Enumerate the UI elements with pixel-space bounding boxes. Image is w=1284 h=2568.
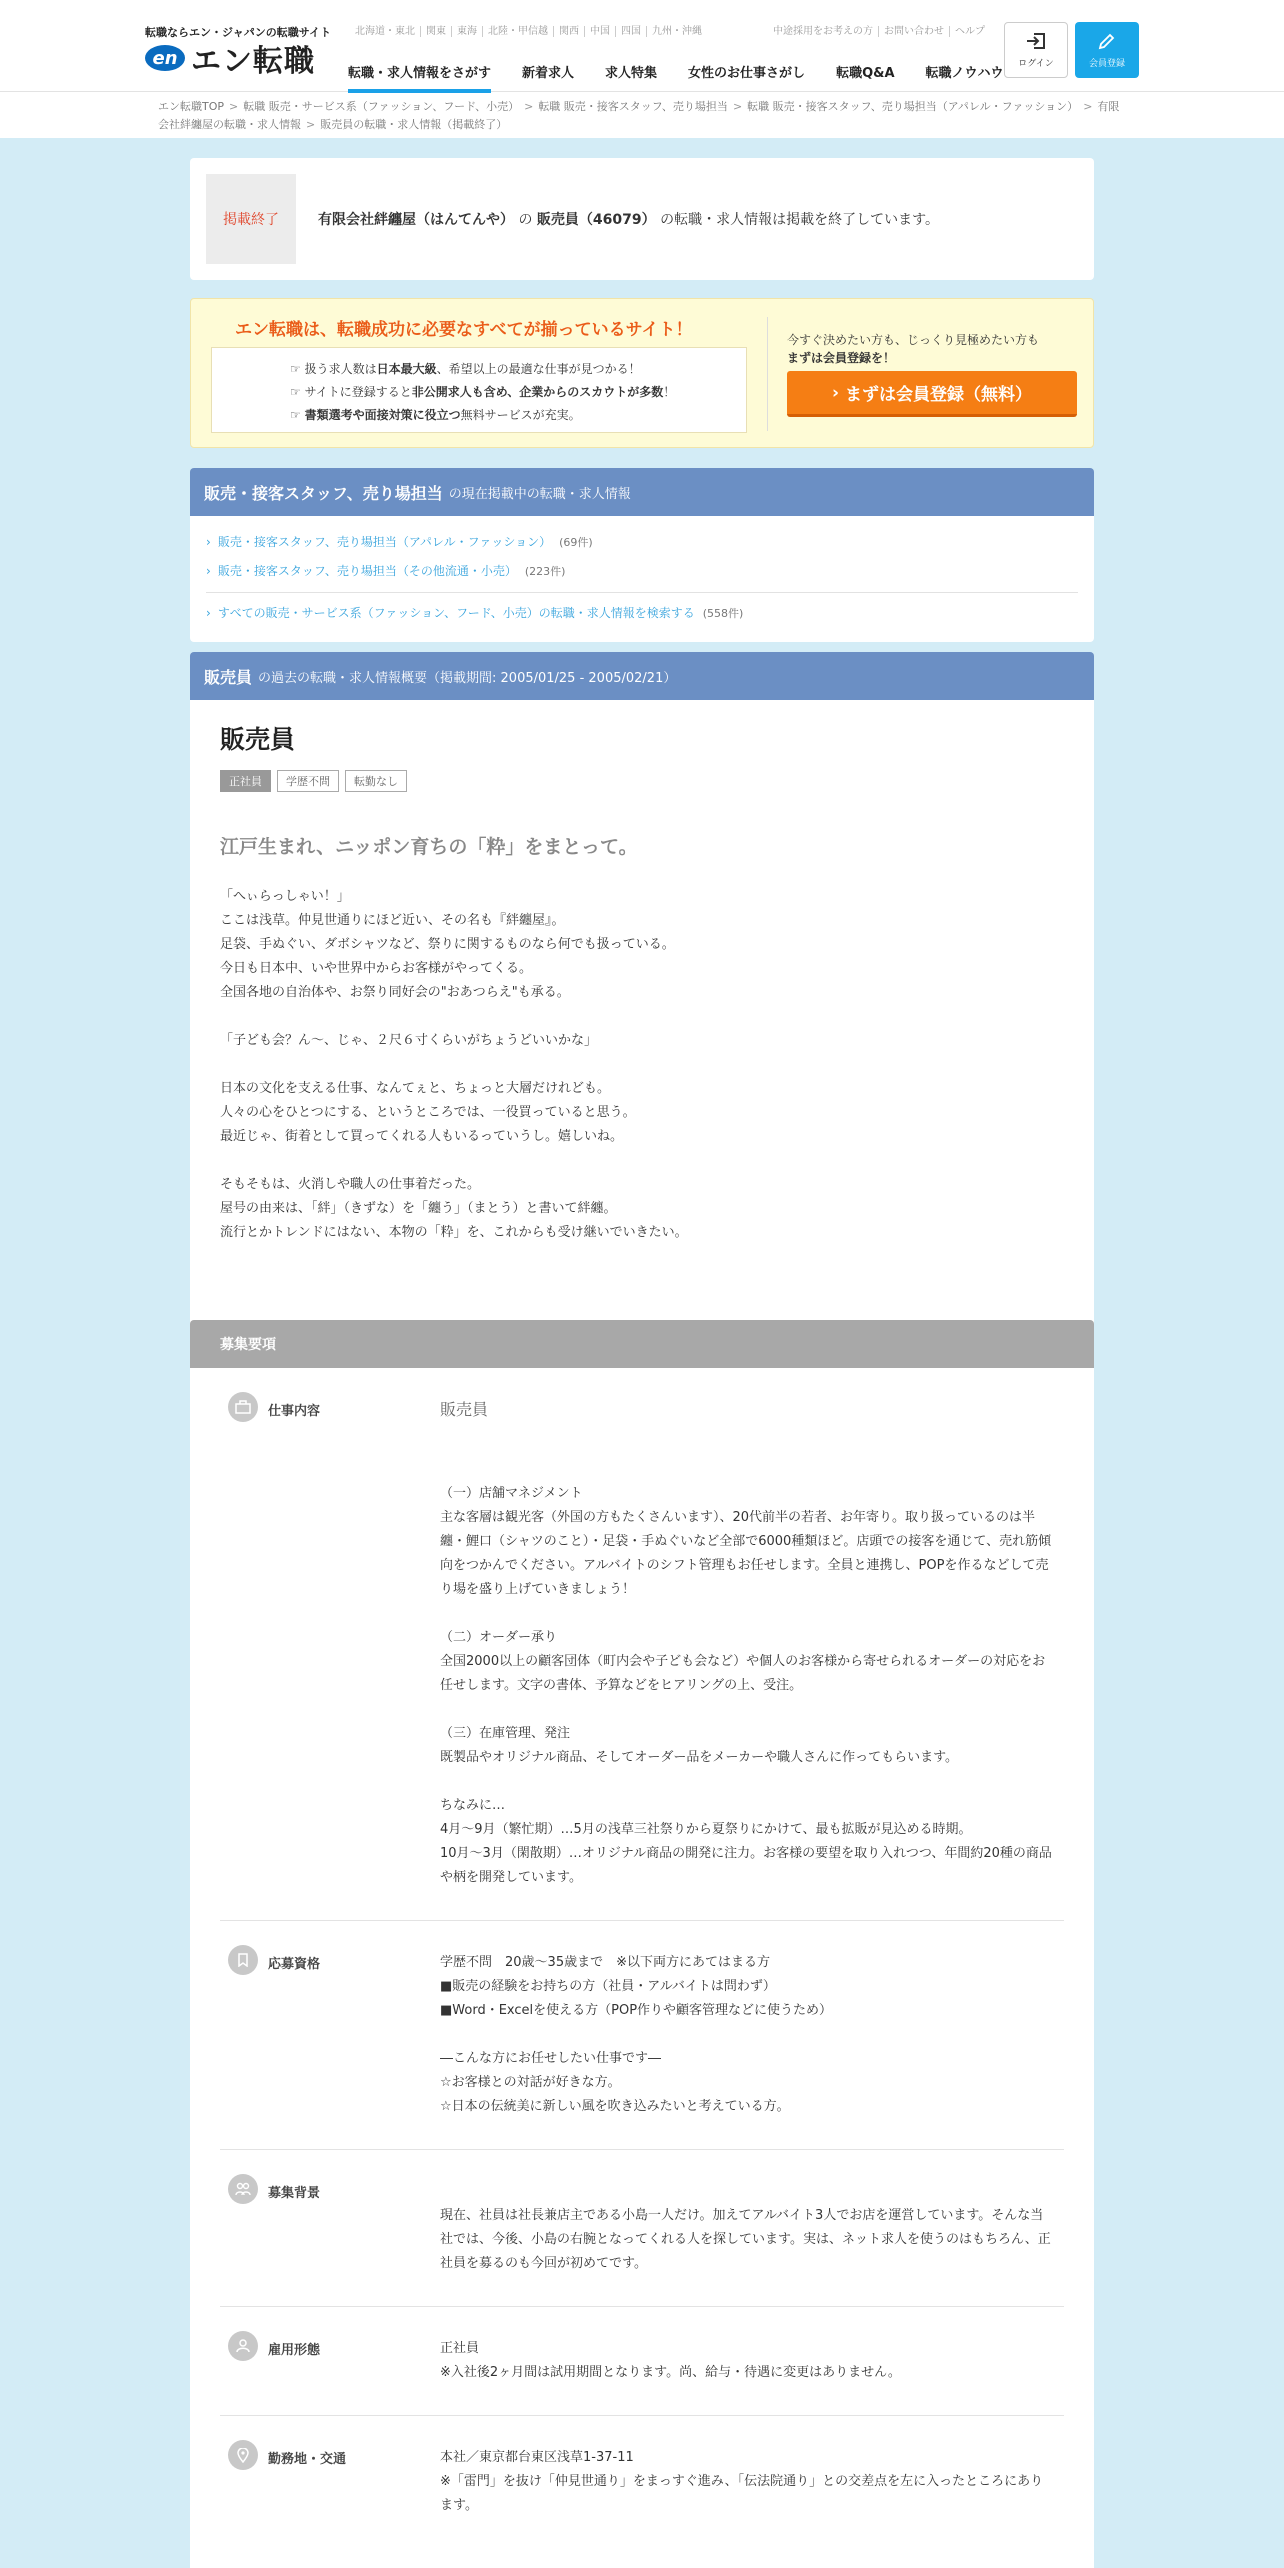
listing-link[interactable]: › 販売・接客スタッフ、売り場担当（アパレル・ファッション） (69件) [206,528,1078,557]
requirements-title: 募集要項 [190,1320,1094,1368]
site-header [0,0,1284,92]
closed-badge: 掲載終了 [206,174,296,264]
listing-subtitle: の現在掲載中の転職・求人情報 [448,486,631,502]
catch-copy: 江戸生まれ、ニッポン育ちの「粋」をまとって。 [220,836,638,858]
req-lead: 販売員 [440,1400,489,1419]
job-tags [220,770,1064,792]
nav-new-jobs[interactable]: 新着求人 [522,66,575,81]
listing-header [190,468,1094,516]
region-link[interactable]: 北陸・甲信越 [483,26,554,37]
tag-education: 学歴不問 [277,770,339,792]
req-text: 現在、社員は社長兼店主である小島一人だけ。加えてアルバイト3人でお店を運営しています。そんな当社では、今後、小島の右腕となってくれる人を探しています。実は、ネット求人を使うのはもちろん、正社員を募るのも今回が初めてです。 [440,2208,1051,2271]
promo-right-text: 今すぐ決めたい方も、じっくり見極めたい方も まずは会員登録を！ [787,333,1040,365]
closed-mid: の [518,212,533,228]
bookmark-icon [228,1945,258,1975]
promo-list [211,347,747,433]
promo-item: ☞ 書類選考や面接対策に役立つ無料サービスが充実。 [290,408,581,422]
region-link[interactable]: 東海 [452,26,483,37]
past-title: 販売員 [204,667,253,687]
description-paragraph: 「へぃらっしゃい！」 ここは浅草。仲見世通りにほど近い、その名も『絆纏屋』。 足袋、手ぬぐい、ダボシャツなど、祭りに関するものなら何でも扱っている。 今日も日本中、いや世界中からお客様がやってくる。 全国各地の自治体や、お祭り同好会の"おあつらえ"も承る。 [220,889,675,1000]
listing-all-link[interactable]: › すべての販売・サービス系（ファッション、フード、小売）の転職・求人情報を検索する (558件) [206,599,1078,628]
promo-register-button[interactable]: › まずは会員登録（無料） [787,371,1077,417]
pencil-icon [1097,31,1117,51]
req-label: 雇用形態 [268,2343,321,2358]
promo-divider [767,317,768,431]
global-nav [348,58,1035,93]
requirements-section [190,1320,1094,2568]
promo-item: ☞ サイトに登録すると非公開求人も含め、企業からのスカウトが多数！ [290,385,676,399]
login-label: ログイン [1018,59,1054,69]
header-tagline: 転職ならエン・ジャパンの転職サイト [145,26,332,39]
site-logo[interactable] [145,40,315,79]
nav-qa[interactable]: 転職Q&A [836,66,895,81]
breadcrumb-item[interactable]: 転職 販売・接客スタッフ、売り場担当（アパレル・ファッション） [747,100,1079,113]
util-link-help[interactable]: ヘルプ [955,26,985,37]
briefcase-icon [228,1392,258,1422]
utility-links [768,26,990,37]
pin-icon [228,2440,258,2470]
listing-title: 販売・接客スタッフ、売り場担当 [204,483,443,503]
past-subtitle: の過去の転職・求人情報概要（掲載期間: 2005/01/25 - 2005/02/21） [258,670,677,686]
person-icon [228,2331,258,2361]
job-description [220,885,1064,1245]
description-paragraph: 日本の文化を支える仕事、なんてぇと、ちょっと大層だけれども。 人々の心をひとつにする、というところでは、一役買っていると思う。 最近じゃ、街着として買ってくれる人もいるっていうし。嬉しいね。 [220,1081,636,1144]
breadcrumb-item[interactable]: エン転職TOP [158,100,225,113]
job-title: 販売員 [220,725,296,754]
region-links [350,26,707,37]
promo-box [190,298,1094,448]
nav-women[interactable]: 女性のお仕事さがし [688,66,806,81]
region-link[interactable]: 北海道・東北 [350,26,421,37]
nav-knowhow[interactable]: 転職ノウハウ [925,66,1004,81]
closed-tail: の転職・求人情報は掲載を終了しています。 [660,212,939,228]
region-link[interactable]: 関東 [421,26,452,37]
req-row-location [220,2416,1064,2548]
req-text: （一）店舗マネジメント 主な客層は観光客（外国の方もたくさんいます）、20代前半の若者、お年寄り。取り扱っているのは半纏・鯉口（シャツのこと）・足袋・手ぬぐいなど全部で6000種類ほど。店頭での接客を通じて、売れ筋傾向をつかんでください。アルバイトのシフト管理もお任せします。全員と連携し、POPを作るなどして売り場を盛り上げていきましょう！ （二）オーダー承り 全国2000以上の顧客団体（町内会や子ども会など）や個人のお客様から寄せられるオーダーの対応をお任せします。文字の書体、予算などをヒアリングの上、受注。 （三）在庫管理、発注 既製品やオリジナル商品、そしてオーダー品をメーカーや職人さんに作ってもらいます。 ちなみに… 4月～9月（繁忙期）…5月の浅草三社祭りから夏祭りにかけて、最も拡販が見込める時期。 10月～3月（閑散期）…オリジナル商品の開発に注力。お客様の要望を取り入れつつ、年間約20種の商品や柄を開発しています。 [440,1486,1052,1885]
req-text: 学歴不問 20歳～35歳まで ※以下両方にあてはまる方 ■販売の経験をお持ちの方（社員・アルバイトは問わず） ■Word・Excelを使える方（POP作りや顧客管理などに使うため） ―こんな方にお任せしたい仕事です― ☆お客様との対話が好きな方。 ☆日本の伝統美に新しい風を吹き込みたいと考えている方。 [440,1955,833,2114]
breadcrumb-current: 販売員の転職・求人情報（掲載終了） [320,118,508,131]
closed-company: 有限会社絆纏屋（はんてんや） [318,212,514,228]
promo-item: ☞ 扱う求人数は日本最大級、希望以上の最適な仕事が見つかる！ [290,362,641,376]
region-link[interactable]: 四国 [616,26,647,37]
util-link-contact[interactable]: お問い合わせ [879,26,950,37]
closed-job: 販売員（46079） [536,212,656,228]
region-link[interactable]: 関西 [554,26,585,37]
past-header [190,652,1094,700]
breadcrumb-item[interactable]: 転職 販売・接客スタッフ、売り場担当 [538,100,728,113]
req-row-job-content [220,1368,1064,1921]
people-icon [228,2174,258,2204]
req-row-background [220,2150,1064,2307]
logo-en-mark: en [145,45,185,71]
register-button[interactable] [1075,22,1139,78]
past-job-summary [190,652,1094,1328]
tag-employment: 正社員 [220,770,271,792]
req-text: 正社員 ※入社後2ヶ月間は試用期間となります。尚、給与・待遇に変更はありません。 [440,2341,901,2380]
current-listings [190,468,1094,642]
listing-divider [206,592,1078,593]
closed-notice [190,158,1094,280]
nav-features[interactable]: 求人特集 [605,66,658,81]
login-icon [1025,31,1047,51]
logo-text: エン転職 [191,44,315,79]
region-link[interactable]: 中国 [585,26,616,37]
region-link[interactable]: 九州・沖縄 [652,26,702,37]
req-label: 仕事内容 [268,1404,321,1419]
breadcrumb-item[interactable]: 転職 販売・サービス系（ファッション、フード、小売） [243,100,520,113]
nav-search-jobs[interactable]: 転職・求人情報をさがす [348,58,491,93]
req-text: 本社／東京都台東区浅草1-37-11 ※「雷門」を抜け「仲見世通り」をまっすぐ進み、「伝法院通り」との交差点を左に入ったところにあります。 [440,2450,1044,2513]
req-label: 勤務地・交通 [268,2452,347,2467]
closed-message [318,209,939,229]
breadcrumb-item[interactable]: 有限会社絆纏屋の転職・求人情報 [158,100,1120,131]
tag-transfer: 転勤なし [345,770,407,792]
listing-link[interactable]: › 販売・接客スタッフ、売り場担当（その他流通・小売） (223件) [206,557,1078,586]
description-paragraph: そもそもは、火消しや職人の仕事着だった。 屋号の由来は、「絆」（きずな）を「纏う」（まとう）と書いて絆纏。 流行とかトレンドにはない、本物の「粋」を、これからも受け継いでいきたい。 [220,1177,688,1240]
req-row-qualifications [220,1921,1064,2150]
req-row-employment [220,2307,1064,2416]
breadcrumb: エン転職TOP > 転職 販売・サービス系（ファッション、フード、小売） > 転職 販売・接客スタッフ、売り場担当 > 転職 販売・接客スタッフ、売り場担当（アパレル・ファッション） > 有限会社絆纏屋の転職・求人情報 > 販売員の転職・求人情報（掲載終了） [0,92,1284,138]
util-link-employer[interactable]: 中途採用をお考えの方 [768,26,879,37]
promo-title: エン転職は、転職成功に必要なすべてが揃っているサイト！ [235,320,693,340]
login-button[interactable] [1004,22,1068,78]
register-label: 会員登録 [1088,59,1125,69]
req-label: 募集背景 [268,2186,321,2201]
req-label: 応募資格 [268,1957,321,1972]
description-paragraph: 「子ども会？ん～、じゃ、２尺６寸くらいがちょうどいいかな」 [220,1033,598,1048]
